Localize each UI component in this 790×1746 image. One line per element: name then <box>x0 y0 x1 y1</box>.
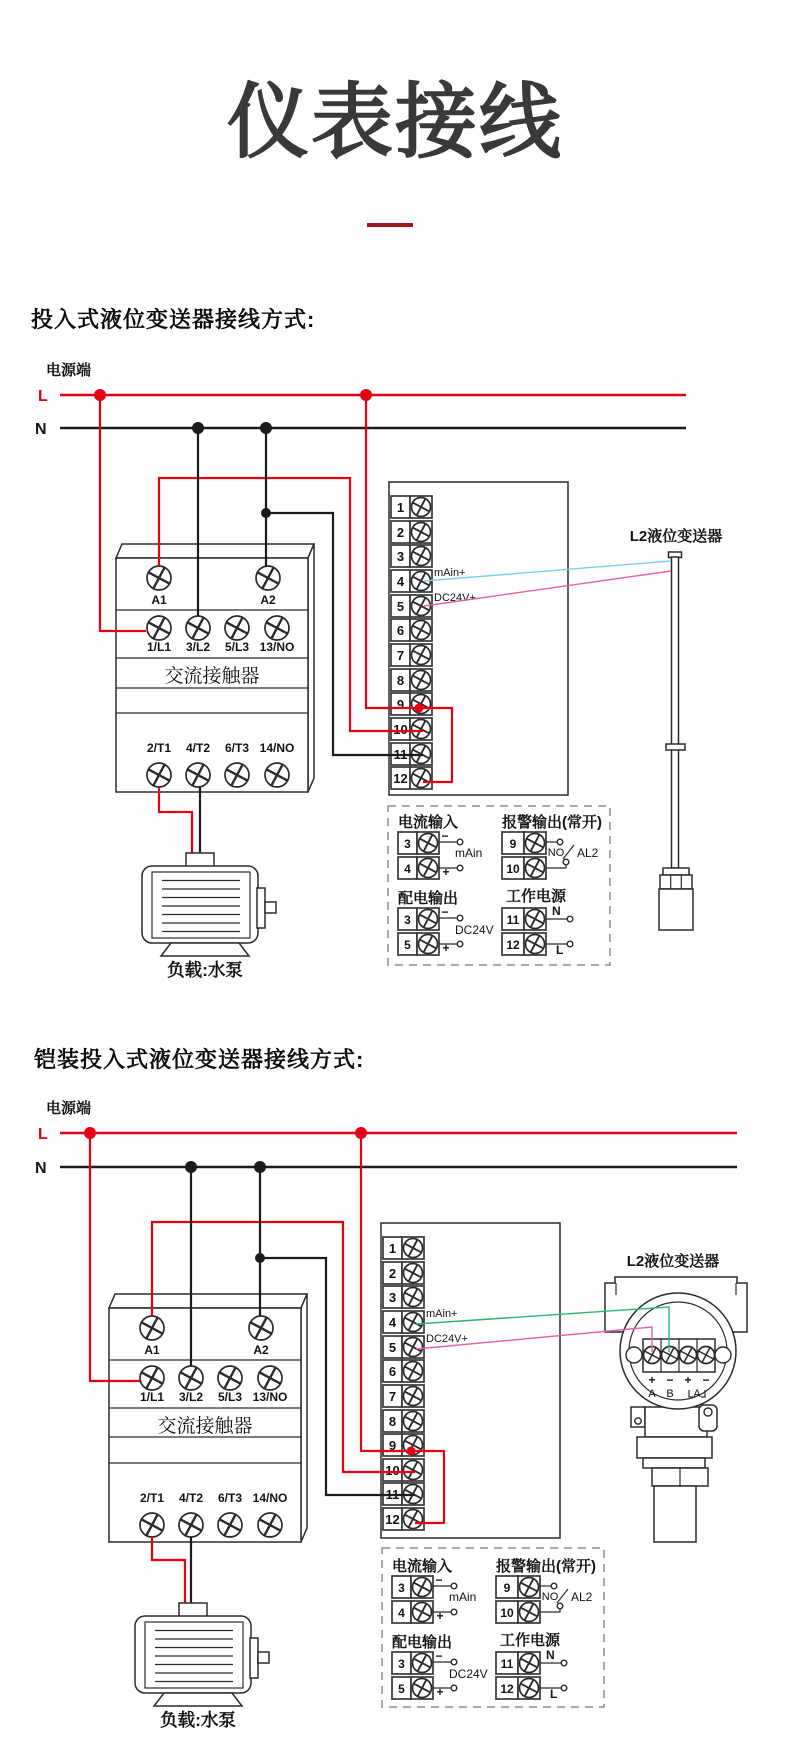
terminal-number: 2 <box>396 525 405 540</box>
terminal-number: 5 <box>398 1682 405 1696</box>
line-l-label: L <box>38 388 48 405</box>
junction-dot <box>260 422 272 434</box>
head-plus2-label: + <box>684 1373 692 1387</box>
terminal-number: 9 <box>503 1581 511 1595</box>
dc24v-label: DC24V <box>449 1667 488 1681</box>
terminal-number: 10 <box>385 1463 400 1478</box>
n-label: N <box>552 904 561 918</box>
power-rails-2 <box>35 1099 737 1177</box>
terminal-number: 3 <box>388 1290 397 1305</box>
terminal-number: 11 <box>500 1657 514 1671</box>
junction-dot <box>415 704 424 713</box>
l-label: L <box>556 943 564 957</box>
pump-label: 负载:水泵 <box>167 960 243 980</box>
work-power-title: 工作电源 <box>500 1632 561 1649</box>
terminal-number: 5 <box>404 938 411 952</box>
dc24v-label: DC24V <box>455 923 494 937</box>
terminal-number: 1 <box>396 500 405 515</box>
diagram-1 <box>35 361 722 980</box>
terminal-number: 3 <box>396 549 405 564</box>
terminal-2t1-label: 2/T1 <box>146 741 172 755</box>
terminal-number: 4 <box>398 1606 405 1620</box>
al2-label: AL2 <box>577 846 599 860</box>
terminal-13no-label: 13/NO <box>252 1390 288 1404</box>
plus-label: + <box>442 865 450 879</box>
dist-output-title: 配电输出 <box>398 890 459 907</box>
junction-dot <box>84 1127 96 1139</box>
terminal-number: 4 <box>396 574 405 589</box>
terminal-number: 10 <box>506 862 520 876</box>
terminal-2t1-label: 2/T1 <box>139 1491 165 1505</box>
current-input-title: 电流输入 <box>398 814 459 831</box>
dc24v-plus-label: DC24V+ <box>426 1333 468 1345</box>
junction-dot <box>94 389 106 401</box>
plus-label: + <box>436 1609 444 1623</box>
terminal-number: 10 <box>500 1606 514 1620</box>
dc24v-plus-label: DC24V+ <box>434 592 476 604</box>
terminal-number: 8 <box>388 1414 397 1429</box>
terminal-6t3-label: 6/T3 <box>217 1491 243 1505</box>
detail-box-1 <box>388 806 610 965</box>
terminal-number: 11 <box>506 913 520 927</box>
terminal-number: 12 <box>500 1682 514 1696</box>
head-plus1-label: + <box>648 1373 656 1387</box>
terminal-3l2-label: 3/L2 <box>178 1390 204 1404</box>
work-power-title: 工作电源 <box>506 888 567 905</box>
terminal-number: 3 <box>404 913 411 927</box>
terminal-5l3-label: 5/L3 <box>224 640 250 654</box>
terminal-number: 5 <box>396 599 405 614</box>
terminal-number: 3 <box>404 837 411 851</box>
terminal-a1-label: A1 <box>151 593 167 607</box>
transmitter-label: L2液位变送器 <box>626 1253 720 1270</box>
terminal-13no-label: 13/NO <box>259 640 295 654</box>
pump-label: 负载:水泵 <box>160 1710 236 1730</box>
instrument-2 <box>381 1223 560 1538</box>
2t1-to-pump-wire <box>152 1537 185 1608</box>
diagram-2 <box>35 1099 747 1730</box>
junction-dot <box>355 1127 367 1139</box>
terminal-4t2-label: 4/T2 <box>178 1491 204 1505</box>
junction-dot <box>254 1161 266 1173</box>
terminal-14no-label: 14/NO <box>252 1491 288 1505</box>
no-label: NO <box>541 1591 559 1603</box>
terminal-number: 9 <box>388 1438 397 1453</box>
terminal-number: 11 <box>385 1487 400 1502</box>
terminal-number: 6 <box>396 623 405 638</box>
terminal-number: 6 <box>388 1364 397 1379</box>
terminal-1l1-label: 1/L1 <box>146 640 172 654</box>
n-label: N <box>546 1648 555 1662</box>
dist-output-title: 配电输出 <box>392 1634 453 1651</box>
ac-contactor-1 <box>116 544 314 792</box>
ac-contactor-2 <box>109 1294 307 1542</box>
terminal-number: 7 <box>396 648 405 663</box>
section-1-heading: 投入式液位变送器接线方式: <box>31 307 316 332</box>
terminal-number: 4 <box>388 1315 397 1330</box>
section-2-heading: 铠装投入式液位变送器接线方式: <box>34 1047 365 1072</box>
alarm-output-title: 报警输出(常开) <box>502 814 602 831</box>
main-label: mAin <box>449 1590 477 1604</box>
terminal-14no-label: 14/NO <box>259 741 295 755</box>
terminal-a1-label: A1 <box>144 1343 160 1357</box>
junction-dot <box>192 422 204 434</box>
plus-label: + <box>436 1685 444 1699</box>
detail-box-2 <box>382 1548 604 1707</box>
l-label: L <box>550 1687 558 1701</box>
terminal-6t3-label: 6/T3 <box>224 741 250 755</box>
power-rails-1 <box>35 361 686 438</box>
line-l-label: L <box>38 1126 48 1143</box>
level-transmitter-rod <box>630 527 723 930</box>
al2-label: AL2 <box>571 1590 593 1604</box>
main-plus-label: mAin+ <box>434 567 466 579</box>
main-plus-label: mAin+ <box>426 1308 458 1320</box>
terminal-number: 7 <box>388 1389 397 1404</box>
switch-blade <box>557 1589 568 1603</box>
power-label: 电源端 <box>46 1100 92 1117</box>
page-title: 仪表接线 <box>226 77 563 168</box>
level-transmitter-head <box>605 1252 747 1542</box>
head-minus2-label: − <box>702 1373 710 1387</box>
2t1-to-pump-wire <box>159 787 192 858</box>
junction-dot <box>261 508 271 518</box>
alarm-output-title: 报警输出(常开) <box>496 1558 596 1575</box>
switch-blade <box>563 845 574 859</box>
instrument-1 <box>389 482 568 795</box>
terminal-number: 12 <box>506 938 520 952</box>
terminal-number: 3 <box>398 1581 405 1595</box>
head-a-label: A <box>648 1388 656 1400</box>
terminal-5l3-label: 5/L3 <box>217 1390 243 1404</box>
junction-dot <box>407 1447 416 1456</box>
terminal-number: 1 <box>388 1241 397 1256</box>
current-input-title: 电流输入 <box>392 1558 453 1575</box>
terminal-number: 12 <box>385 1512 400 1527</box>
terminal-number: 5 <box>388 1340 397 1355</box>
line-n-label: N <box>35 421 47 438</box>
line-n-label: N <box>35 1160 47 1177</box>
terminal-3l2-label: 3/L2 <box>185 640 211 654</box>
minus-label: − <box>435 1573 443 1587</box>
terminal-number: 9 <box>396 697 405 712</box>
head-bracket-a-label: A <box>693 1388 701 1400</box>
terminal-number: 10 <box>393 722 408 737</box>
power-label: 电源端 <box>46 362 92 379</box>
transmitter-label: L2液位变送器 <box>629 528 723 545</box>
terminal-number: 8 <box>396 673 405 688</box>
terminal-number: 4 <box>404 862 411 876</box>
contactor-title: 交流接触器 <box>164 666 260 687</box>
minus-label: − <box>441 829 449 843</box>
terminal-a2-label: A2 <box>260 593 276 607</box>
main-label: mAin <box>455 846 483 860</box>
head-b-label: B <box>666 1388 674 1400</box>
head-minus1-label: − <box>666 1373 674 1387</box>
terminal-a2-label: A2 <box>253 1343 269 1357</box>
terminal-4t2-label: 4/T2 <box>185 741 211 755</box>
junction-dot <box>185 1161 197 1173</box>
plus-label: + <box>442 941 450 955</box>
water-pump-2 <box>135 1603 269 1730</box>
minus-label: − <box>441 905 449 919</box>
terminal-number: 11 <box>393 747 408 762</box>
terminal-number: 3 <box>398 1657 405 1671</box>
junction-dot <box>255 1253 265 1263</box>
contactor-title: 交流接触器 <box>157 1416 253 1437</box>
no-label: NO <box>547 847 565 859</box>
minus-label: − <box>435 1649 443 1663</box>
terminal-number: 2 <box>388 1266 397 1281</box>
water-pump-1 <box>142 853 276 980</box>
junction-dot <box>360 389 372 401</box>
terminal-number: 12 <box>393 771 408 786</box>
terminal-1l1-label: 1/L1 <box>139 1390 165 1404</box>
terminal-number: 9 <box>509 837 517 851</box>
